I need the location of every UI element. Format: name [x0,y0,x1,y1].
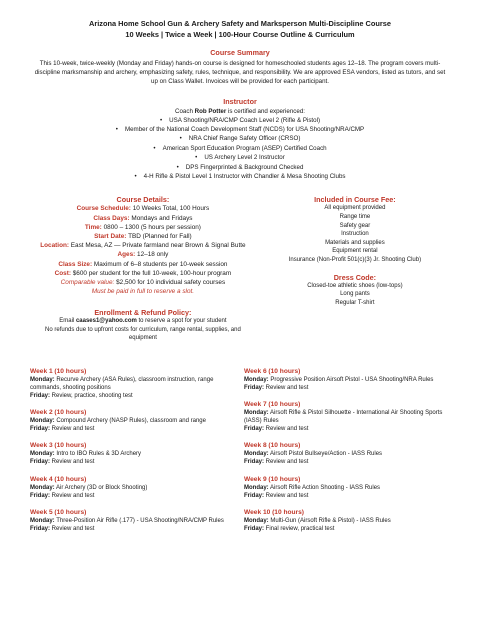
included-item: Insurance (Non-Profit 501(c)(3) Jr. Shooting Club) [288,257,422,264]
enrollment-email-line [28,317,258,325]
week-monday [30,517,238,525]
detail-days [28,214,258,223]
enrollment-heading: Enrollment & Refund Policy: [94,308,192,318]
monday-text: Compound Archery (NASP Rules), classroom and range [54,418,206,425]
summary-body: This 10-week, twice-weekly (Monday and Friday) hands-on course is designed for homeschooled students ages 12–18. The program covers multi-discipline marksmanship and archery, emphasizing safety, rules, technique, and responsibility. We are approved ESA vendors, listed as tutors, and set up on Class Wallet. Invoices will be provided for each participant. [34,60,446,86]
week-block [30,475,238,500]
monday-text: Progressive Position Airsoft Pistol - USA Shooting/NRA Rules [268,376,434,383]
week-title: Week 10 (10 hours) [244,509,304,517]
week-monday [244,376,452,384]
enrollment-email-link[interactable]: caases1@yahoo.com [75,318,137,325]
monday-text: Air Archery (3D or Block Shooting) [54,484,148,491]
fee-column [258,195,452,342]
friday-text: Review, practice, shooting test [50,392,133,399]
included-heading: Included in Course Fee: [314,195,396,205]
instructor-intro-post: is certified and experienced: [226,107,305,115]
week-title: Week 8 (10 hours) [244,442,301,450]
week-monday [244,517,452,525]
detail-start [28,232,258,241]
curriculum-weeks [28,367,452,542]
instructor-intro [28,107,452,116]
week-monday [30,450,238,458]
monday-text: Recurve Archery (ASA Rules), classroom instruction, range commands, shooting positions [30,376,214,391]
included-item: Materials and supplies [325,239,385,246]
friday-text: Review and test [50,459,95,466]
friday-text: Review and test [50,426,95,433]
dress-code-list [258,282,452,308]
week-friday [244,425,452,433]
included-item: Equipment rental [332,248,378,255]
credential-item: • US Archery Level 2 Instructor [28,153,452,162]
week-title: Week 1 (10 hours) [30,367,87,375]
credential-item: • 4-H Rifle & Pistol Level 1 Instructor with Chandler & Mesa Shooting Clubs [28,172,452,181]
friday-text: Review and test [264,459,309,466]
monday-label: Monday: [30,418,55,425]
friday-label: Friday: [30,492,51,499]
detail-location [28,241,258,250]
week-friday [30,458,238,466]
week-monday [244,484,452,492]
paid-note: Must be paid in full to reserve a slot. [91,288,195,296]
week-title: Week 9 (10 hours) [244,475,301,483]
monday-text: Airsoft Rifle Action Shooting - IASS Rules [268,484,381,491]
week-block [30,441,238,466]
detail-location-label: Location: [40,242,70,250]
instructor-name: Rob Potter [194,107,227,115]
detail-ages [28,250,258,259]
detail-start-value: TBD (Planned for Fall) [126,233,192,241]
friday-label: Friday: [30,526,51,533]
friday-label: Friday: [30,392,51,399]
course-details-column [28,195,258,342]
detail-time [28,223,258,232]
week-title: Week 2 (10 hours) [30,409,87,417]
week-friday [30,425,238,433]
detail-size [28,260,258,269]
detail-days-label: Class Days: [93,214,130,222]
monday-text: Three-Position Air Rifle (.177) - USA Shooting/NRA/CMP Rules [54,518,224,525]
instructor-intro-pre: Coach [175,107,195,115]
detail-days-value: Mondays and Fridays [129,214,193,222]
week-friday [30,525,238,533]
monday-label: Monday: [244,518,269,525]
enrollment-email-post: to reserve a spot for your student [136,318,227,325]
week-friday [244,458,452,466]
included-item: Range time [339,214,371,221]
included-item: All equipment provided [324,205,386,212]
detail-schedule [28,204,258,213]
detail-comparable [28,278,258,287]
summary-heading: Course Summary [210,48,270,57]
week-monday [30,417,238,425]
week-monday [244,409,452,425]
friday-label: Friday: [244,384,265,391]
week-title: Week 7 (10 hours) [244,401,301,409]
page-subtitle: 10 Weeks | Twice a Week | 100-Hour Course Outline & Curriculum [125,30,355,39]
week-block [244,400,452,433]
included-list [258,204,452,264]
friday-text: Review and test [264,426,309,433]
week-block [244,508,452,533]
detail-time-label: Time: [84,223,102,231]
monday-text: Airsoft Pistol Bullseye/Action - IASS Rules [268,451,383,458]
week-monday [30,484,238,492]
week-monday [30,376,238,392]
detail-time-value: 0800 – 1300 (5 hours per session) [101,223,201,231]
dress-code-item: Closed-toe athletic shoes (low-tops) [307,282,403,289]
monday-text: Airsoft Rifle & Pistol Silhouette - International Air Shooting Sports (IASS) Rules [244,410,443,425]
week-title: Week 3 (10 hours) [30,442,87,450]
friday-text: Final review, practical test [264,526,335,533]
detail-schedule-label: Course Schedule: [76,205,131,213]
monday-label: Monday: [30,518,55,525]
monday-text: Intro to IBO Rules & 3D Archery [54,451,142,458]
credential-item: • American Sport Education Program (ASEP) Certified Coach [28,144,452,153]
week-title: Week 6 (10 hours) [244,367,301,375]
week-block [244,475,452,500]
week-block [244,367,452,392]
friday-text: Review and test [50,526,95,533]
week-block [30,367,238,400]
detail-ages-value: 12–18 only [135,251,169,259]
monday-label: Monday: [244,376,269,383]
monday-label: Monday: [30,451,55,458]
detail-schedule-value: 10 Weeks Total, 100 Hours [130,205,210,213]
week-friday [30,492,238,500]
week-title: Week 5 (10 hours) [30,509,87,517]
credential-item: • Member of the National Coach Development Staff (NCDS) for USA Shooting/NRA/CMP [28,125,452,134]
monday-label: Monday: [244,410,269,417]
dress-code-item: Regular T-shirt [335,299,375,306]
week-block [30,508,238,533]
friday-label: Friday: [30,426,51,433]
week-friday [244,525,452,533]
detail-ages-label: Ages: [117,251,136,259]
friday-label: Friday: [30,459,51,466]
week-friday [244,384,452,392]
weeks-right-column [244,367,452,542]
weeks-left-column [30,367,238,542]
credential-item: • USA Shooting/NRA/CMP Coach Level 2 (Rifle & Pistol) [28,116,452,125]
enrollment-email-pre: Email [59,318,76,325]
detail-location-value: East Mesa, AZ — Private farmland near Brown & Signal Butte [69,242,246,250]
details-columns [28,195,452,342]
week-monday [244,450,452,458]
detail-size-label: Class Size: [58,260,93,268]
week-title: Week 4 (10 hours) [30,475,87,483]
detail-start-label: Start Date: [94,233,127,241]
detail-cost-value: $600 per student for the full 10-week, 100-hour program [70,269,232,277]
week-friday [30,392,238,400]
friday-label: Friday: [244,526,265,533]
friday-label: Friday: [244,459,265,466]
monday-label: Monday: [30,484,55,491]
week-block [30,408,238,433]
detail-comparable-value: $2,500 for 10 individual safety courses [114,279,226,287]
detail-comparable-label: Comparable value: [60,279,115,287]
friday-text: Review and test [264,384,309,391]
detail-cost [28,269,258,278]
included-item: Instruction [341,231,369,238]
monday-label: Monday: [244,484,269,491]
monday-label: Monday: [30,376,55,383]
friday-text: Review and test [50,492,95,499]
dress-code-item: Long pants [340,291,370,298]
friday-text: Review and test [264,492,309,499]
included-item: Safety gear [339,222,371,229]
week-friday [244,492,452,500]
week-block [244,441,452,466]
credential-item: • DPS Fingerprinted & Background Checked [28,163,452,172]
friday-label: Friday: [244,426,265,433]
friday-label: Friday: [244,492,265,499]
refund-policy: No refunds due to upfront costs for curriculum, range rental, supplies, and equipment [45,326,241,342]
monday-text: Multi-Gun (Airsoft Rifle & Pistol) - IASS Rules [268,518,391,525]
course-details-heading: Course Details: [116,195,170,205]
credentials-list [28,116,452,182]
credential-item: • NRA Chief Range Safety Officer (CRSO) [28,134,452,143]
detail-cost-label: Cost: [54,269,71,277]
page-title: Arizona Home School Gun & Archery Safety and Marksperson Multi-Discipline Course [89,19,391,28]
dress-code-heading: Dress Code: [333,272,377,282]
instructor-heading: Instructor [223,96,257,106]
monday-label: Monday: [244,451,269,458]
detail-size-value: Maximum of 6–8 students per 10-week session [92,260,228,268]
